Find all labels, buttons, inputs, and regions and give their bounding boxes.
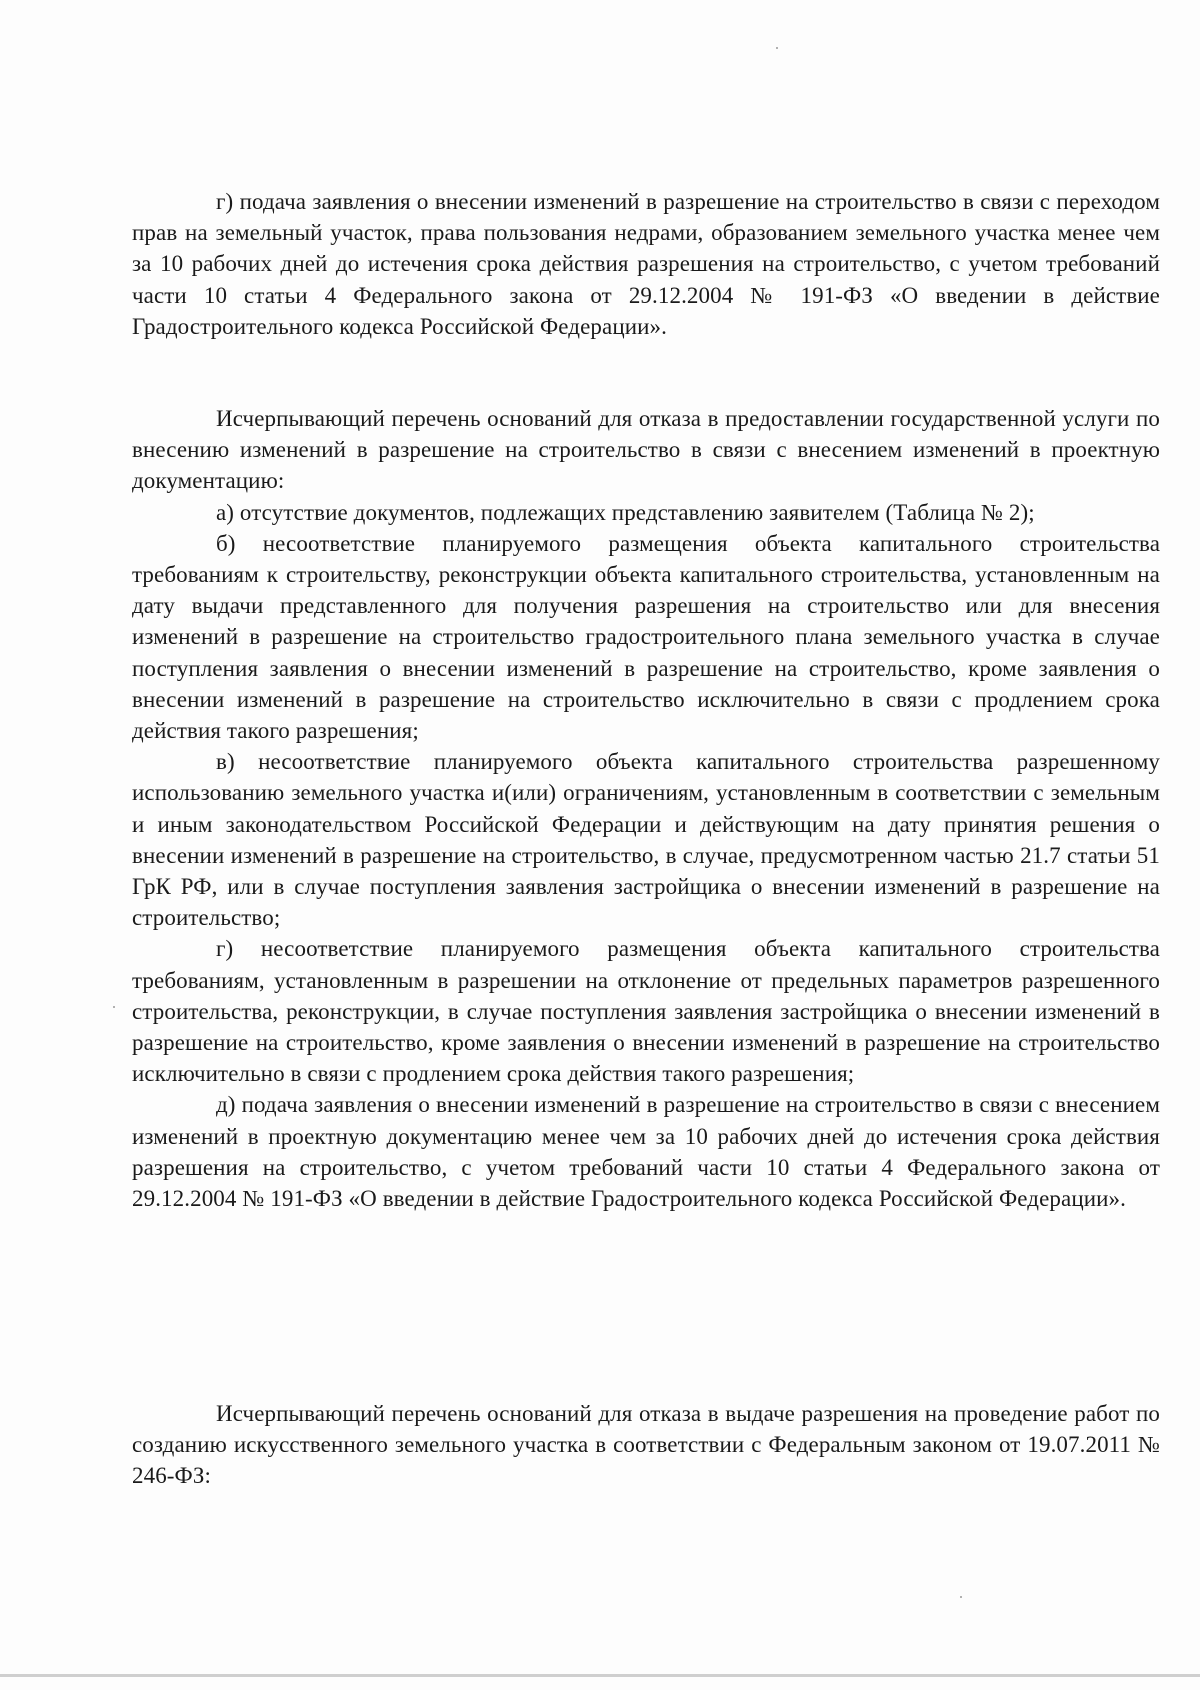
refusal-grounds-intro: Исчерпывающий перечень оснований для отказа в предоставлении государственной услуги по внесению изменений в разрешение на строительство в связи с внесением изменений в проектную документацию:	[132, 406, 1160, 494]
list-item-g: г) несоответствие планируемого размещения объекта капитального строительства требованиям, установленным в разрешении на отклонение от предельных параметров разрешенного строительства, реконструкции, в случае поступления заявления застройщика о внесении изменений в разрешение на строительство, кроме заявления о внесении изменений в разрешение на строительство исключительно в связи с продлением срока действия такого разрешения;	[132, 936, 1160, 1087]
list-item-b: б) несоответствие планируемого размещения объекта капитального строительства требованиям к строительству, реконструкции объекта капитального строительства, установленным на дату выдачи представленного для получения разрешения на строительство или для внесения изменений в разрешение на строительство градостроительного плана земельного участка в случае поступления заявления о внесении изменений в разрешение на строительство, кроме заявления о внесении изменений в разрешение на строительство исключительно в связи с продлением срока действия такого разрешения;	[132, 530, 1160, 744]
list-item-a: а) отсутствие документов, подлежащих представлению заявителем (Таблица № 2);	[216, 499, 1035, 525]
paragraph-block-3	[132, 1398, 1160, 1492]
scan-speck	[113, 1006, 115, 1008]
scan-speck	[776, 47, 778, 49]
paragraph-block-2	[132, 403, 1160, 1214]
paragraph-block-1	[132, 186, 1160, 342]
scan-speck	[960, 1596, 962, 1598]
list-item-d: д) подача заявления о внесении изменений в разрешение на строительство в связи с внесением изменений в проектную документацию менее чем за 10 рабочих дней до истечения срока действия разрешения на строительство, с учетом требований части 10 статьи 4 Федерального закона от 29.12.2004 № 191-ФЗ «О введении в действие Градостроительного кодекса Российской Федерации».	[132, 1092, 1160, 1212]
page-bottom-edge	[0, 1674, 1200, 1677]
paragraph-g-transfer-rights: г) подача заявления о внесении изменений в разрешение на строительство в связи с переходом прав на земельный участок, права пользования недрами, образованием земельного участка менее чем за 10 рабочих дней до истечения срока действия разрешения на строительство, с учетом требований части 10 статьи 4 Федерального закона от 29.12.2004 № 191-ФЗ «О введении в действие Градостроительного кодекса Российской Федерации».	[132, 189, 1160, 339]
artificial-land-refusal-intro: Исчерпывающий перечень оснований для отказа в выдаче разрешения на проведение работ по созданию искусственного земельного участка в соответствии с Федеральным законом от 19.07.2011 № 246-ФЗ:	[132, 1401, 1160, 1489]
list-item-v: в) несоответствие планируемого объекта капитального строительства разрешенному использованию земельного участка и(или) ограничениям, установленным в соответствии с земельным и иным законодательством Российской Федерации и действующим на дату принятия решения о внесении изменений в разрешение на строительство, в случае, предусмотренном частью 21.7 статьи 51 ГрК РФ, или в случае поступления заявления застройщика о внесении изменений в разрешение на строительство;	[132, 749, 1160, 931]
